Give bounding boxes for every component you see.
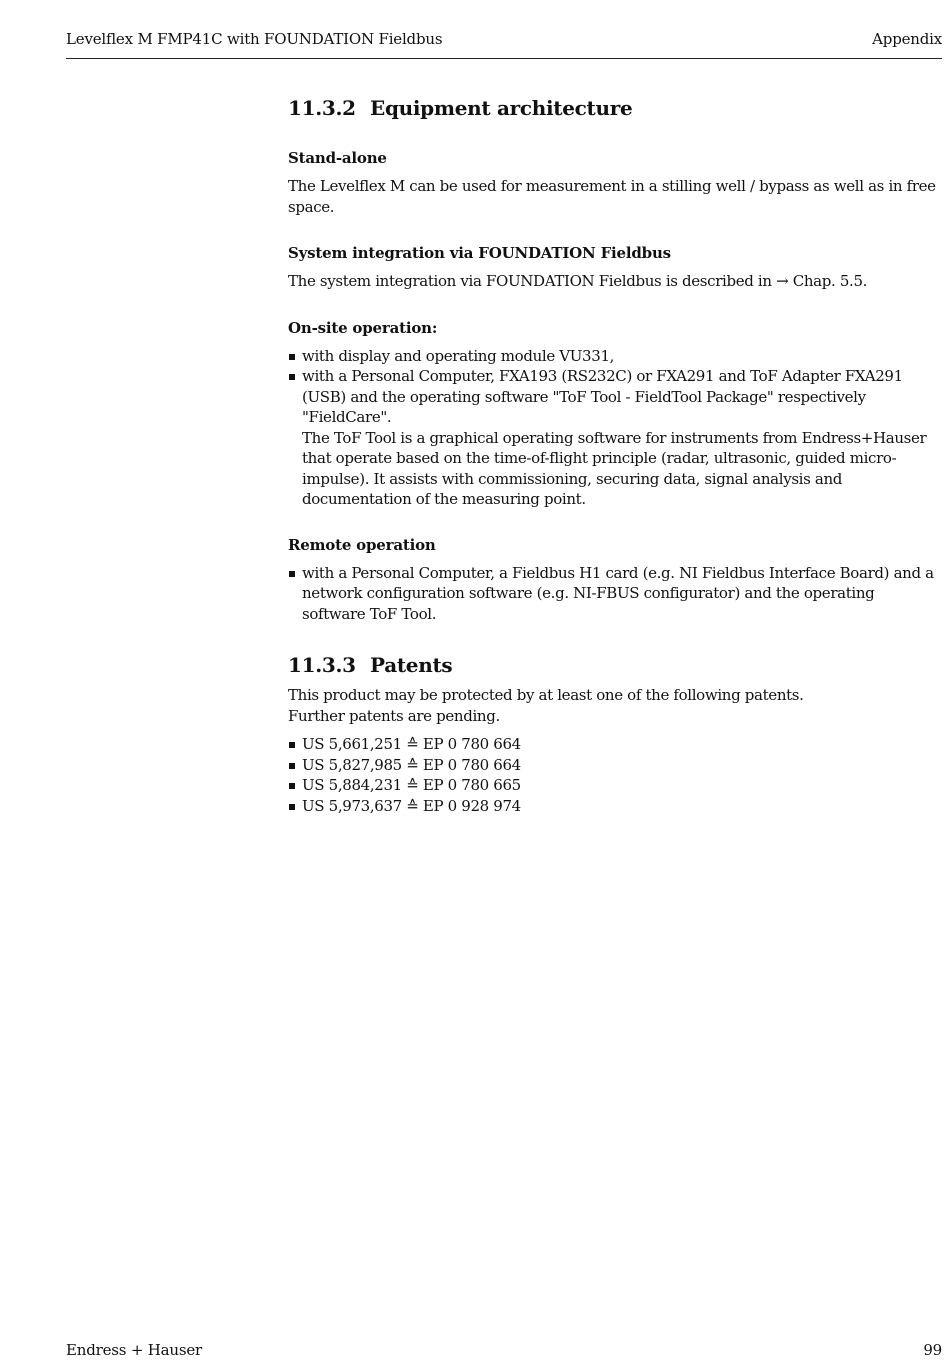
subheading-remote-operation: Remote operation	[288, 535, 436, 554]
section-heading-patents	[288, 653, 942, 677]
list-item: US 5,973,637 ≙ EP 0 928 974	[288, 796, 942, 817]
section-number: 11.3.2	[288, 96, 356, 120]
subheading-system-integration: System integration via FOUNDATION Fieldbus	[288, 244, 671, 262]
header-chapter-name: Appendix	[872, 30, 942, 48]
remote-operation-list	[288, 563, 942, 625]
section-heading-equipment-architecture	[288, 96, 942, 120]
subheading-standalone: Stand-alone	[288, 149, 387, 167]
section-title: Equipment architecture	[370, 96, 633, 120]
onsite-operation-list	[288, 346, 942, 510]
section-number: 11.3.3	[288, 653, 356, 677]
header-document-title: Levelflex M FMP41C with FOUNDATION Fieldbus	[66, 30, 443, 48]
patents-list	[288, 734, 942, 816]
page-content	[288, 96, 942, 816]
list-item: with a Personal Computer, FXA193 (RS232C) or FXA291 and ToF Adapter FXA291 (USB) and the operating software "ToF Tool - FieldTool Package" respectively "FieldCare". The ToF Tool is a graphical operating software for instruments from Endress+Hauser that operate based on the time-of-flight principle (radar, ultrasonic, guided micro-impulse). It assists with commissioning, securing data, signal analysis and documentation of the measuring point.	[288, 366, 942, 510]
list-item: with a Personal Computer, a Fieldbus H1 card (e.g. NI Fieldbus Interface Board) and a network configuration software (e.g. NI-FBUS configurator) and the operating software ToF Tool.	[288, 563, 942, 625]
patents-intro: This product may be protected by at least one of the following patents. Further patents are pending.	[288, 686, 804, 725]
list-item: with display and operating module VU331,	[288, 346, 942, 367]
list-item: US 5,661,251 ≙ EP 0 780 664	[288, 734, 942, 755]
page-header	[66, 30, 942, 59]
page-number: 99	[923, 1341, 942, 1359]
tof-tool-description: The ToF Tool is a graphical operating software for instruments from Endress+Hauser that operate based on the time-of-flight principle (radar, ultrasonic, guided micro-impulse). It assists with commissioning, securing data, signal analysis and documentation of the measuring point.	[302, 428, 927, 508]
list-item: US 5,884,231 ≙ EP 0 780 665	[288, 775, 942, 796]
page-footer	[66, 1341, 942, 1359]
section-title: Patents	[370, 653, 453, 677]
subheading-onsite-operation: On-site operation:	[288, 318, 438, 337]
standalone-text: The Levelflex M can be used for measurement in a stilling well / bypass as well as in free space.	[288, 177, 936, 216]
list-item: US 5,827,985 ≙ EP 0 780 664	[288, 755, 942, 776]
system-integration-text: The system integration via FOUNDATION Fieldbus is described in → Chap. 5.5.	[288, 272, 868, 290]
footer-company: Endress + Hauser	[66, 1341, 202, 1359]
